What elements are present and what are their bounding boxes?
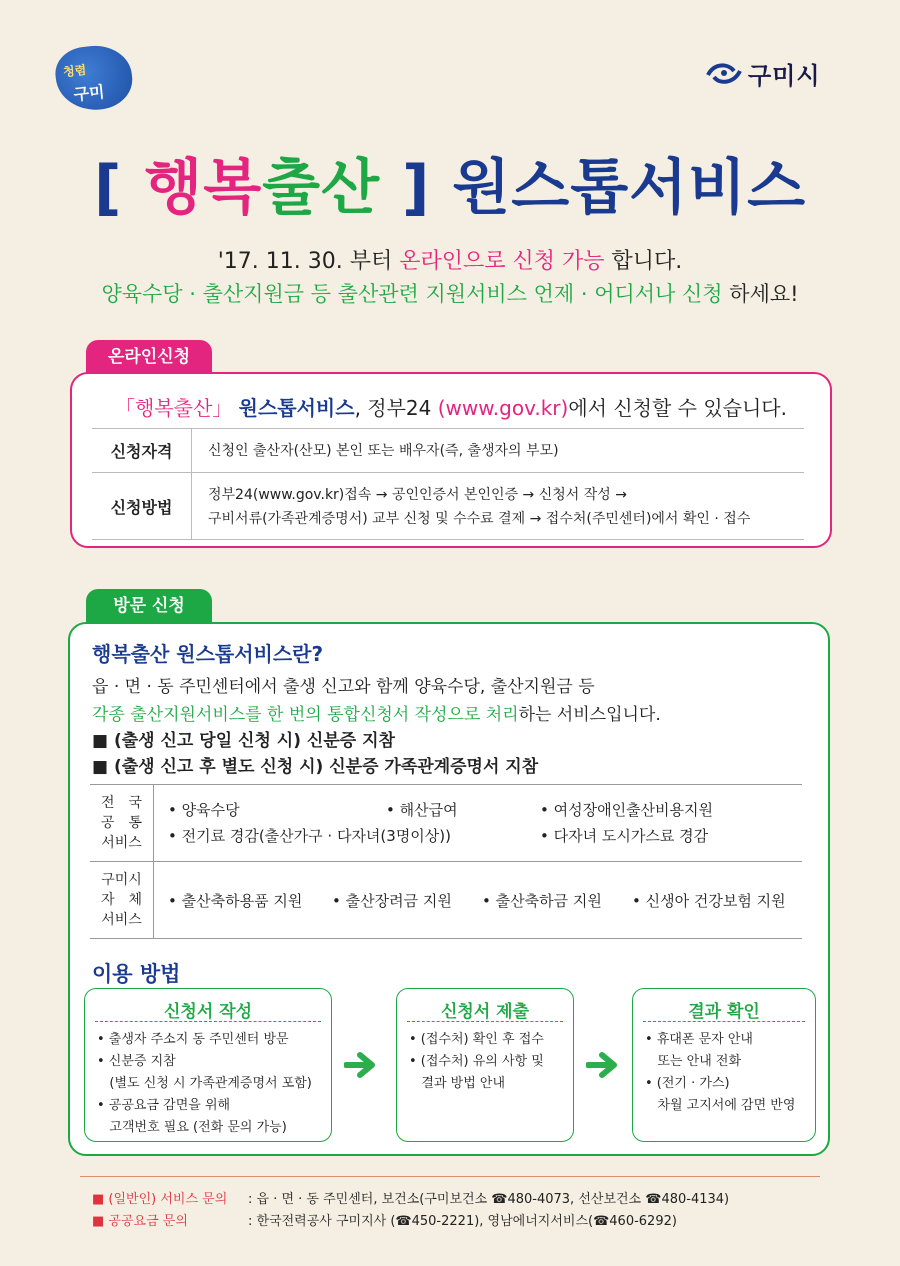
step-divider — [643, 1021, 805, 1022]
step-line: 또는 안내 전화 — [645, 1054, 742, 1069]
step-line: • (접수처) 확인 후 접수 — [409, 1032, 544, 1047]
footer-value: : 한국전력공사 구미지사 (☎450-2221), 영남에너지서비스(☎460-6292) — [248, 1214, 677, 1229]
usage-title: 이용 방법 — [92, 962, 181, 986]
step-line: • 신분증 지참 — [97, 1054, 176, 1069]
service-item: • 다자녀 도시가스료 경감 — [540, 827, 709, 845]
step-title: 결과 확인 — [688, 1002, 760, 1022]
step-line: • 휴대폰 문자 안내 — [645, 1032, 753, 1047]
step-line: 고객번호 필요 (전화 문의 가능) — [97, 1120, 287, 1135]
logo-left-text-2: 구미 — [72, 82, 106, 105]
gumi-city-logo — [706, 56, 821, 90]
online-heading-gov24: , 정부24 — [354, 396, 432, 420]
method-value-line-2: 구비서류(가족관계증명서) 교부 신청 및 수수료 결제 → 접수처(주민센터)에서 확인 · 접수 — [208, 511, 751, 527]
service-item: • 출산축하용품 지원 — [168, 892, 303, 910]
national-services-label — [90, 785, 154, 861]
visit-description-1: 읍 · 면 · 동 주민센터에서 출생 신고와 함께 양육수당, 출산지원금 등 — [92, 677, 595, 697]
service-item: • 해산급여 — [386, 801, 458, 819]
subtitle-date: '17. 11. 30. 부터 — [217, 249, 393, 274]
page-title — [0, 140, 900, 226]
step-submit-application — [396, 988, 574, 1142]
subtitle-end: 합니다. — [611, 249, 683, 274]
national-services-row — [90, 784, 802, 861]
method-value — [208, 483, 750, 531]
service-item: • 출산장려금 지원 — [332, 892, 452, 910]
national-label-1: 전 국 — [100, 795, 143, 811]
gumi-label-3: 서비스 — [101, 912, 142, 928]
logo-left-text-1: 청렴 — [62, 62, 88, 80]
online-heading-url: (www.gov.kr) — [437, 396, 569, 420]
visit-description-2 — [92, 700, 661, 725]
visit-application-box — [68, 622, 830, 1156]
online-heading-end: 에서 신청할 수 있습니다. — [568, 396, 787, 420]
step-divider — [95, 1021, 321, 1022]
subtitle-highlight: 온라인으로 신청 가능 — [399, 249, 605, 274]
online-heading — [72, 392, 830, 421]
step-line: • (전기 · 가스) — [645, 1076, 730, 1091]
title-bracket-open: [ — [93, 153, 123, 223]
step-check-result — [632, 988, 816, 1142]
footer-utility-inquiry — [92, 1210, 677, 1229]
service-item: • 양육수당 — [168, 801, 240, 819]
gumi-services-label — [90, 862, 154, 938]
title-part-happiness: 행복 — [144, 153, 263, 223]
title-part-birth: 출산 — [262, 153, 381, 223]
service-item: • 신생아 건강보험 지원 — [632, 892, 786, 910]
visit-bullet-same-day: ■ (출생 신고 당일 신청 시) 신분증 지참 — [92, 731, 395, 751]
subtitle-line-2-end: 하세요! — [729, 282, 799, 306]
service-item: • 전기료 경감(출산가구 · 다자녀(3명이상)) — [168, 827, 451, 845]
visit-description-2-highlight: 각종 출산지원서비스를 한 번의 통합신청서 작성으로 처리 — [92, 705, 519, 725]
arrow-right-icon — [586, 1052, 620, 1078]
online-heading-service: 원스톱서비스 — [238, 396, 355, 420]
title-bracket-close: ] — [401, 153, 431, 223]
national-label-2: 공 통 — [100, 815, 143, 831]
gumi-services-row — [90, 861, 802, 939]
step-body — [409, 1029, 544, 1095]
service-item: • 여성장애인출산비용지원 — [540, 801, 714, 819]
online-heading-brand: 「행복출산」 — [115, 396, 233, 420]
footer-label: ■ (일반인) 서비스 문의 — [92, 1192, 228, 1207]
eligibility-value: 신청인 출산자(산모) 본인 또는 배우자(즉, 출생자의 부모) — [208, 443, 559, 459]
subtitle-line-1 — [0, 244, 900, 275]
gumi-label-2: 자 체 — [100, 892, 143, 908]
footer-label: ■ 공공요금 문의 — [92, 1214, 188, 1229]
method-value-line-1: 정부24(www.gov.kr)접속 → 공인인증서 본인인증 → 신청서 작성 → — [208, 487, 627, 503]
national-label-3: 서비스 — [101, 835, 142, 851]
method-label: 신청방법 — [92, 473, 192, 539]
visit-description-2-end: 하는 서비스입니다. — [518, 705, 661, 725]
footer-divider — [80, 1176, 820, 1177]
eligibility-row — [92, 428, 804, 472]
cheongryeom-gumi-logo — [53, 42, 135, 114]
title-part-onestop: 원스톱서비스 — [452, 153, 807, 223]
step-write-application — [84, 988, 332, 1142]
step-line: 결과 방법 안내 — [409, 1076, 506, 1091]
method-row — [92, 472, 804, 540]
online-application-box — [70, 372, 832, 548]
step-body — [97, 1029, 312, 1139]
footer-value: : 읍 · 면 · 동 주민센터, 보건소(구미보건소 ☎480-4073, 선산보건소 ☎480-4134) — [248, 1192, 730, 1207]
footer-service-inquiry — [92, 1188, 729, 1207]
gumi-label-1: 구미시 — [101, 872, 142, 888]
step-body — [645, 1029, 795, 1117]
subtitle-line-2 — [0, 278, 900, 308]
online-application-tab: 온라인신청 — [86, 340, 212, 374]
visit-application-tab: 방문 신청 — [86, 589, 212, 623]
arrow-right-icon — [344, 1052, 378, 1078]
step-line: • 출생자 주소지 동 주민센터 방문 — [97, 1032, 289, 1047]
gumi-emblem-icon — [706, 61, 742, 85]
step-line: • (접수처) 유의 사항 및 — [409, 1054, 544, 1069]
step-line: 차월 고지서에 감면 반영 — [645, 1098, 796, 1113]
visit-bullet-separate: ■ (출생 신고 후 별도 신청 시) 신분증 가족관계증명서 지참 — [92, 757, 539, 777]
step-line: (별도 신청 시 가족관계증명서 포함) — [97, 1076, 312, 1091]
step-line: • 공공요금 감면을 위해 — [97, 1098, 231, 1113]
step-divider — [407, 1021, 563, 1022]
eligibility-label: 신청자격 — [92, 429, 192, 472]
gumi-city-name: 구미시 — [748, 61, 821, 90]
step-title: 신청서 제출 — [440, 1002, 530, 1022]
service-item: • 출산축하금 지원 — [482, 892, 602, 910]
visit-question: 행복출산 원스톱서비스란? — [92, 642, 324, 666]
step-title: 신청서 작성 — [163, 1002, 253, 1022]
subtitle-line-2-main: 양육수당 · 출산지원금 등 출산관련 지원서비스 언제 · 어디서나 신청 — [101, 282, 723, 306]
